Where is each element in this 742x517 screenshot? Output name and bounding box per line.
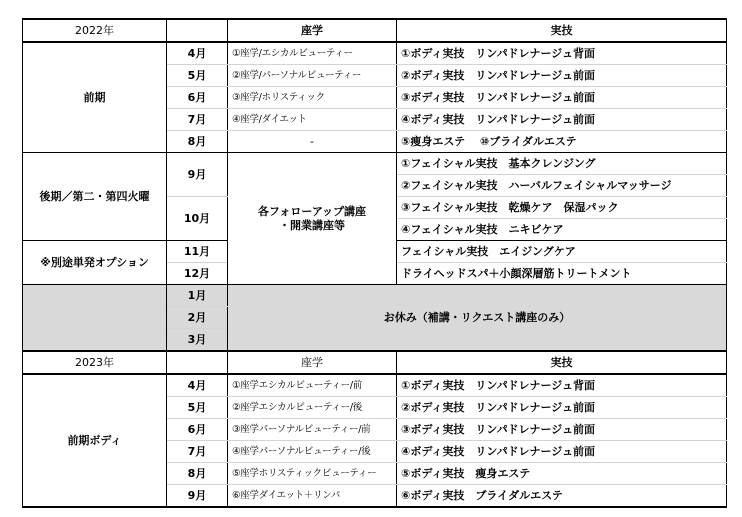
- practice-cell: ⑥ボディ実技 ブライダルエステ: [397, 485, 727, 508]
- break-label-blank: [23, 285, 167, 352]
- practice-cell: ①フェイシャル実技 基本クレンジング: [397, 153, 727, 175]
- theory-cell: ②座学エシカルビューティー/後: [228, 397, 397, 419]
- practice-cell: ⑤痩身エステ ⑩ブライダルエステ: [397, 131, 727, 153]
- term-label-first-body: 前期ボディ: [23, 374, 167, 507]
- year-2022: 2022年: [23, 19, 167, 42]
- practice-cell: ③フェイシャル実技 乾燥ケア 保湿パック: [397, 197, 727, 219]
- month-cell: 10月: [167, 197, 228, 241]
- theory-cell: ④座学パーソナルビューティー/後: [228, 441, 397, 463]
- practice-cell: ④ボディ実技 リンパドレナージュ前面: [397, 109, 727, 131]
- practice-cell: ①ボディ実技 リンパドレナージュ背面: [397, 374, 727, 397]
- month-cell: 6月: [167, 419, 228, 441]
- month-cell: 11月: [167, 241, 228, 263]
- term-label-second: 後期／第二・第四火曜: [23, 153, 167, 241]
- theory-cell: ②座学/パーソナルビューティー: [228, 65, 397, 87]
- practice-cell: ④フェイシャル実技 ニキビケア: [397, 219, 727, 241]
- theory-followup-line2: ・開業講座等: [279, 218, 345, 232]
- month-cell: 9月: [167, 485, 228, 508]
- month-cell: 4月: [167, 42, 228, 65]
- theory-cell: ⑥座学ダイエット＋リンパ: [228, 485, 397, 508]
- table-row: [23, 42, 727, 65]
- practice-cell: ③ボディ実技 リンパドレナージュ前面: [397, 419, 727, 441]
- practice-cell: ③ボディ実技 リンパドレナージュ前面: [397, 87, 727, 109]
- theory-cell: ①座学エシカルビューティー/前: [228, 374, 397, 397]
- theory-cell: ④座学/ダイエット: [228, 109, 397, 131]
- header-theory-2022: 座学: [228, 19, 397, 42]
- practice-cell: フェイシャル実技 エイジングケア: [397, 241, 727, 263]
- month-cell: 8月: [167, 463, 228, 485]
- break-note: お休み（補講・リクエスト講座のみ）: [228, 285, 727, 352]
- header-practice-2023: 実技: [397, 351, 727, 374]
- month-cell: 3月: [167, 329, 228, 352]
- month-cell: 12月: [167, 263, 228, 285]
- table-row: [23, 374, 727, 397]
- month-cell: 5月: [167, 65, 228, 87]
- month-cell: 1月: [167, 285, 228, 307]
- theory-followup-line1: 各フォローアップ講座: [257, 204, 367, 218]
- practice-cell: ④ボディ実技 リンパドレナージュ前面: [397, 441, 727, 463]
- month-cell: 6月: [167, 87, 228, 109]
- schedule-table: [22, 18, 727, 508]
- practice-cell: ②フェイシャル実技 ハーバルフェイシャルマッサージ: [397, 175, 727, 197]
- theory-cell: ①座学/エシカルビューティー: [228, 42, 397, 65]
- month-cell: 7月: [167, 109, 228, 131]
- theory-cell: ⑤座学ホリスティックビューティー: [228, 463, 397, 485]
- theory-cell: ③座学/ホリスティック: [228, 87, 397, 109]
- month-cell: 7月: [167, 441, 228, 463]
- month-cell: 4月: [167, 374, 228, 397]
- header-row-2023: [23, 351, 727, 374]
- year-2023: 2023年: [23, 351, 167, 374]
- theory-cell: ③座学パーソナルビューティー/前: [228, 419, 397, 441]
- practice-cell: ②ボディ実技 リンパドレナージュ前面: [397, 397, 727, 419]
- header-month-blank: [167, 351, 228, 374]
- header-theory-2023: 座学: [228, 351, 397, 374]
- practice-cell: ドライヘッドスパ＋小顔深層筋トリートメント: [397, 263, 727, 285]
- table-row: [23, 153, 727, 175]
- header-practice-2022: 実技: [397, 19, 727, 42]
- practice-cell: ②ボディ実技 リンパドレナージュ前面: [397, 65, 727, 87]
- practice-cell: ①ボディ実技 リンパドレナージュ背面: [397, 42, 727, 65]
- theory-followup-cell: [228, 153, 397, 285]
- option-label: ※別途単発オプション: [23, 241, 167, 285]
- theory-cell: -: [228, 131, 397, 153]
- header-month-blank: [167, 19, 228, 42]
- month-cell: 2月: [167, 307, 228, 329]
- header-row-2022: [23, 19, 727, 42]
- month-cell: 5月: [167, 397, 228, 419]
- month-cell: 8月: [167, 131, 228, 153]
- month-cell: 9月: [167, 153, 228, 197]
- term-label-first: 前期: [23, 42, 167, 153]
- table-row: [23, 285, 727, 307]
- practice-cell: ⑤ボディ実技 痩身エステ: [397, 463, 727, 485]
